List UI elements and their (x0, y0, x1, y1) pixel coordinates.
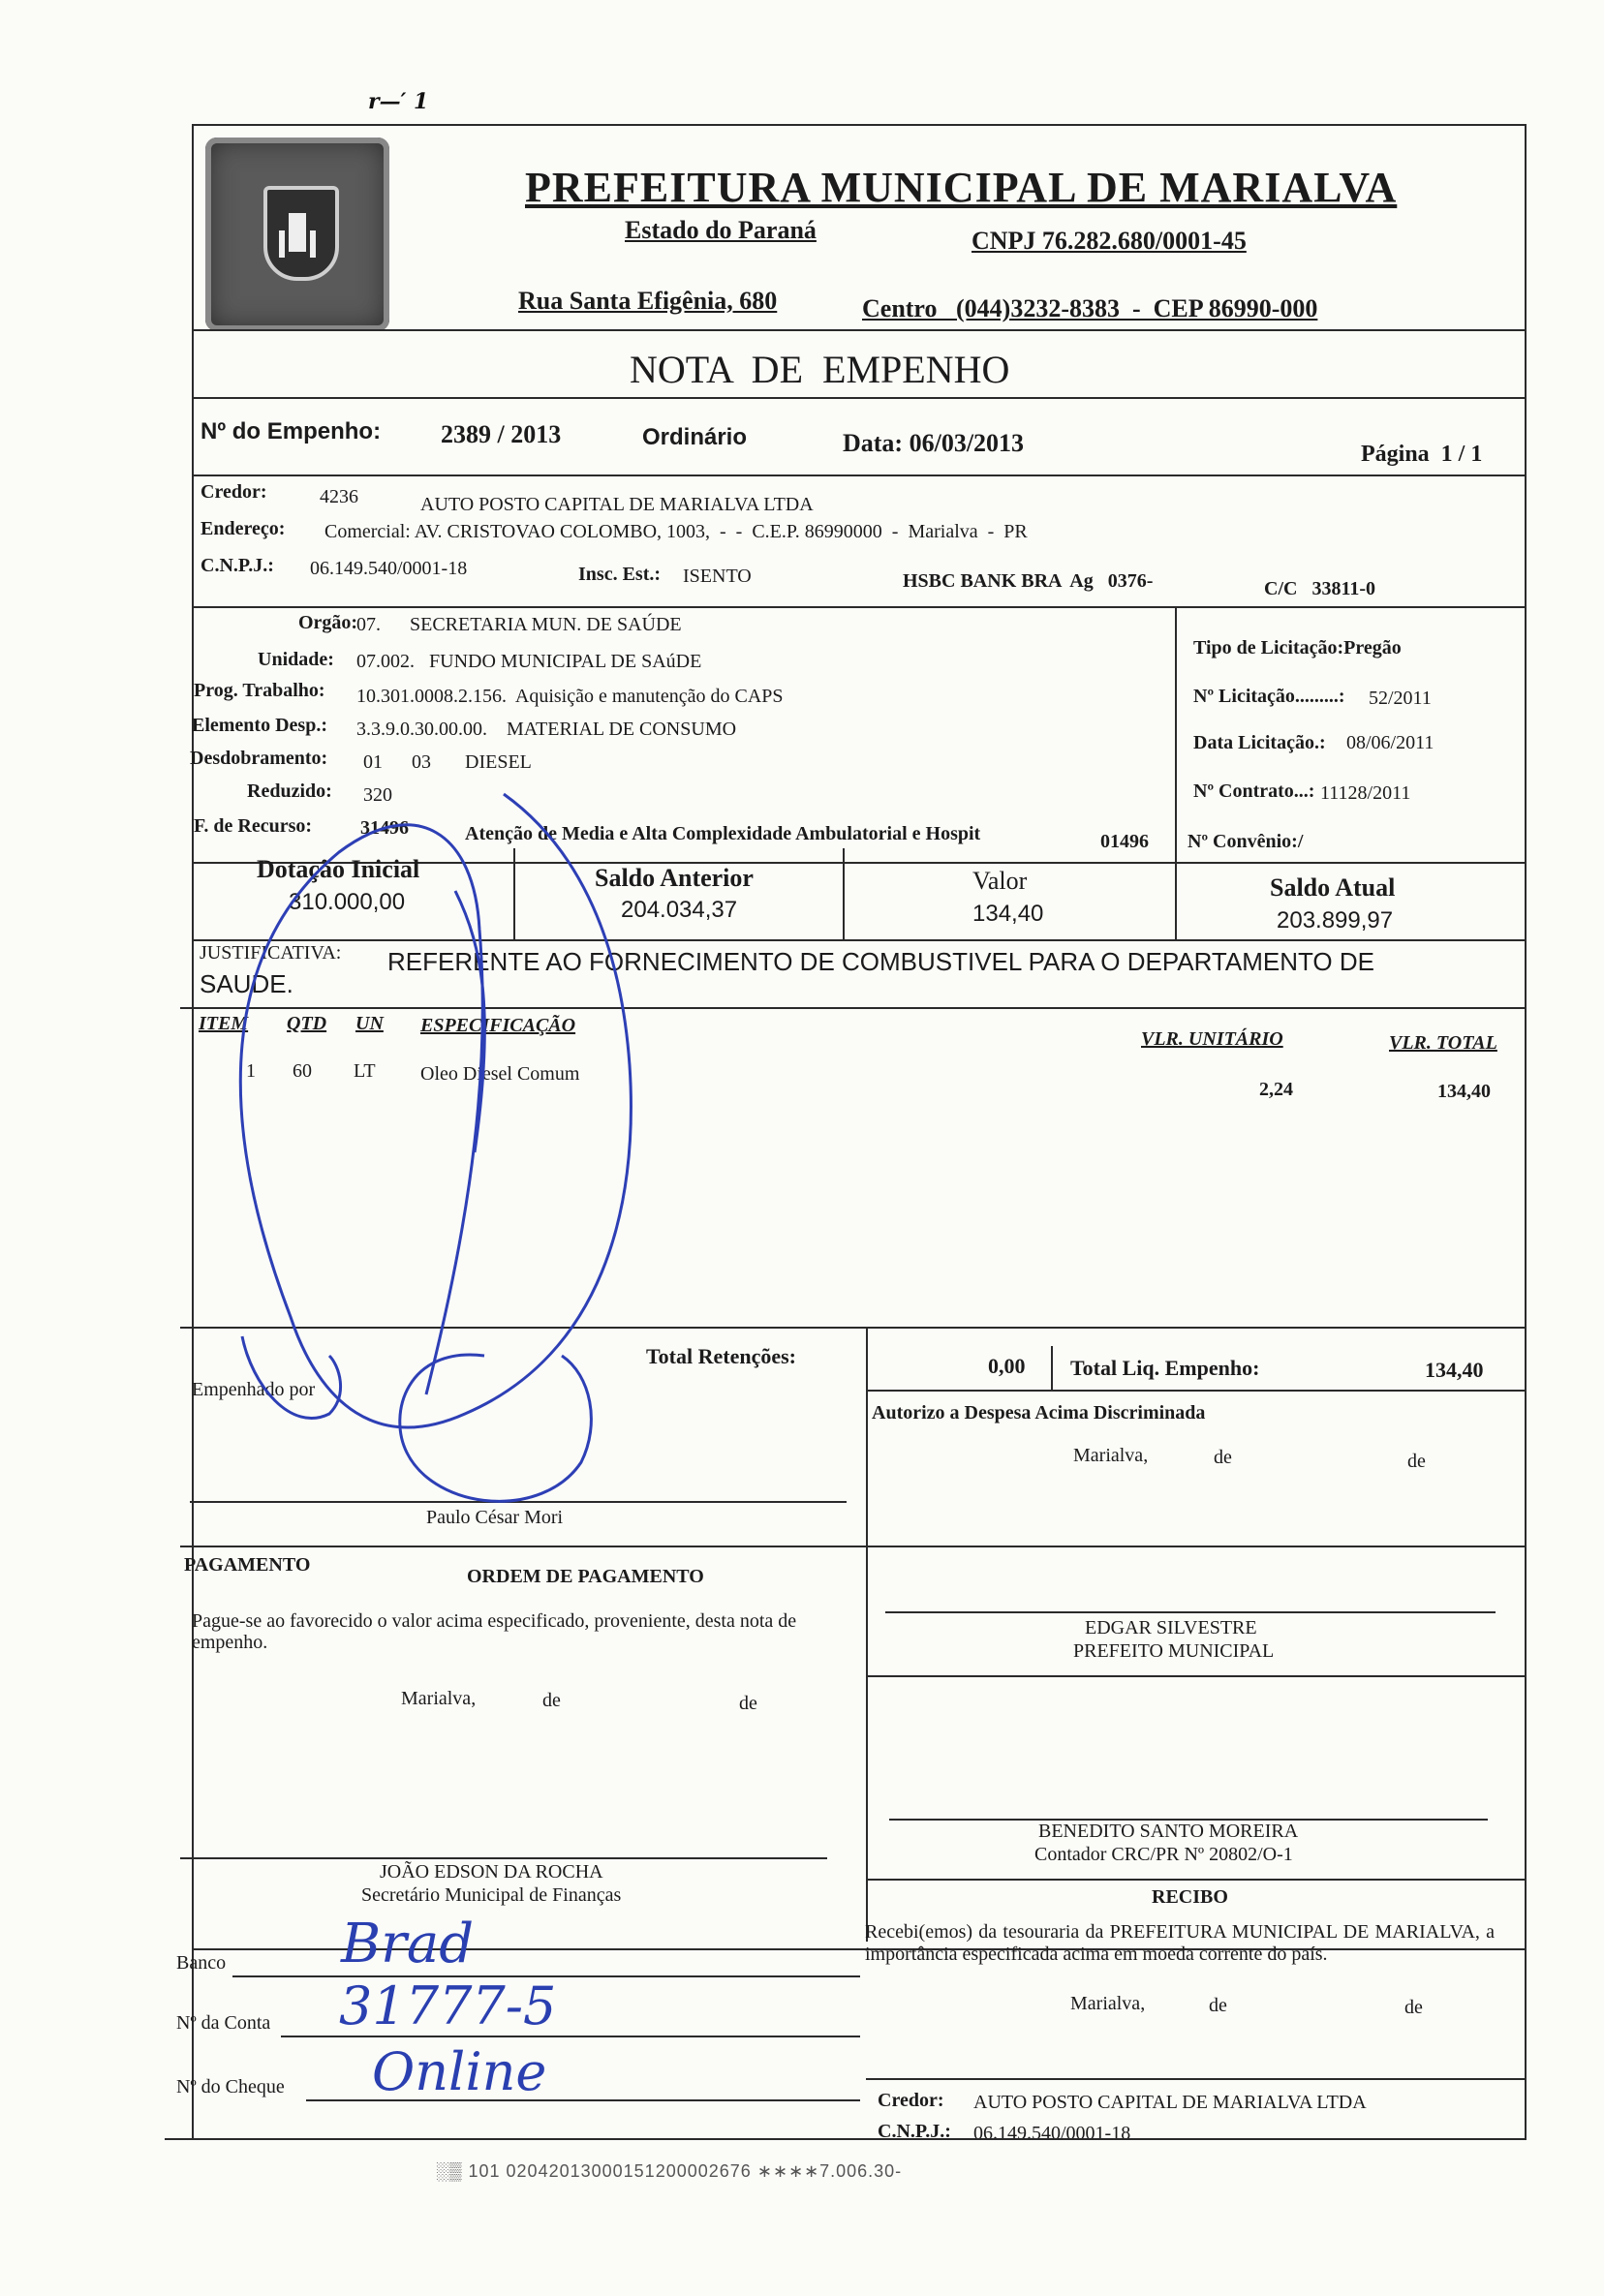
recurso-label: F. de Recurso: (194, 815, 313, 837)
top-mark: r—′ 1 (368, 89, 429, 114)
contador-name: BENEDITO SANTO MOREIRA (1038, 1821, 1299, 1842)
document-title: NOTA DE EMPENHO (630, 348, 1010, 391)
empenho-date: Data: 06/03/2013 (843, 429, 1025, 457)
justificativa-text-1: REFERENTE AO FORNECIMENTO DE COMBUSTIVEL PARA O DEPARTAMENTO DE (387, 947, 1374, 976)
account-info: C/C 33811-0 (1264, 578, 1375, 599)
payment-de-2: de (739, 1693, 757, 1714)
municipality-title: PREFEITURA MUNICIPAL DE MARIALVA (525, 164, 1398, 211)
prefeito-title: PREFEITO MUNICIPAL (1073, 1640, 1275, 1662)
licitacao-type: Tipo de Licitação:Pregão (1193, 637, 1402, 658)
licitacao-number: 52/2011 (1369, 688, 1432, 709)
credor-code: 4236 (320, 486, 358, 507)
column-divider (1175, 862, 1177, 939)
divider (192, 939, 1527, 941)
payment-city: Marialva, (401, 1688, 477, 1709)
dotacao-label: Dotação Inicial (257, 855, 420, 883)
col-vlr-total: VLR. TOTAL (1389, 1032, 1497, 1054)
col-qtd: QTD (287, 1013, 327, 1034)
prefeito-name: EDGAR SILVESTRE (1085, 1617, 1257, 1638)
desdobramento-label: Desdobramento: (190, 748, 328, 769)
bank-info: HSBC BANK BRA Ag 0376- (903, 570, 1154, 592)
column-divider (866, 1327, 868, 1394)
item-number: 1 (246, 1060, 256, 1082)
signature-line (180, 1857, 827, 1859)
column-divider (1051, 1346, 1053, 1390)
licitacao-number-label: Nº Licitação.........: (1193, 686, 1345, 707)
header-address: Rua Santa Efigênia, 680 (518, 287, 778, 315)
signature-line (885, 1611, 1496, 1613)
saldo-anterior-value: 204.034,37 (621, 897, 738, 923)
saldo-anterior-label: Saldo Anterior (595, 864, 754, 892)
divider (866, 1675, 1527, 1677)
unidade-label: Unidade: (258, 649, 334, 670)
secretario-title: Secretário Municipal de Finanças (361, 1884, 622, 1906)
divider (866, 1390, 1527, 1392)
header-cnpj: CNPJ 76.282.680/0001-45 (972, 227, 1247, 255)
contrato-value: 11128/2011 (1320, 782, 1411, 804)
col-item: ITEM (199, 1013, 249, 1034)
divider (866, 1879, 1527, 1881)
item-spec: Oleo Diesel Comum (420, 1063, 580, 1085)
column-divider (843, 848, 845, 939)
bottom-border (165, 2138, 1527, 2140)
prog-label: Prog. Trabalho: (194, 680, 325, 701)
divider (192, 397, 1527, 399)
autorizo-text: Autorizo a Despesa Acima Discriminada (872, 1402, 1206, 1424)
pagamento-label: PAGAMENTO (184, 1554, 311, 1576)
divider (180, 1007, 1527, 1009)
reduzido-label: Reduzido: (247, 781, 332, 802)
retencoes-value: 0,00 (988, 1354, 1026, 1378)
valor-value: 134,40 (972, 901, 1044, 927)
divider (192, 329, 1527, 331)
recibo-text: Recebi(emos) da tesouraria da PREFEITURA MUNICIPAL DE MARIALVA, a importância especificada acima em moeda corrente do país. (865, 1921, 1495, 1965)
secretario-name: JOÃO EDSON DA ROCHA (380, 1861, 603, 1883)
recibo-credor-label: Credor: (878, 2090, 944, 2111)
recibo-de-2: de (1404, 1997, 1423, 2018)
contador-title: Contador CRC/PR Nº 20802/O-1 (1034, 1844, 1293, 1865)
payment-de-1: de (542, 1690, 561, 1711)
cheque-label: Nº do Cheque (176, 2076, 285, 2097)
recibo-credor-name: AUTO POSTO CAPITAL DE MARIALVA LTDA (973, 2092, 1367, 2113)
page-number: Página 1 / 1 (1361, 442, 1483, 467)
insc-label: Insc. Est.: (578, 564, 662, 585)
orgao-value: 07. SECRETARIA MUN. DE SAÚDE (356, 614, 682, 635)
orgao-label: Orgão: (298, 612, 358, 633)
item-qtd: 60 (293, 1060, 312, 1082)
elemento-label: Elemento Desp.: (192, 715, 327, 736)
col-vlr-unitario: VLR. UNITÁRIO (1141, 1028, 1283, 1050)
credor-label: Credor: (200, 481, 267, 503)
recurso-description: Atenção de Media e Alta Complexidade Ambulatorial e Hospit (465, 823, 981, 844)
column-divider (513, 848, 515, 939)
valor-label: Valor (972, 867, 1028, 895)
unidade-value: 07.002. FUNDO MUNICIPAL DE SAúDE (356, 651, 702, 672)
divider (192, 606, 1527, 608)
municipal-crest (205, 138, 389, 331)
banco-label: Banco (176, 1952, 227, 1974)
credor-name: AUTO POSTO CAPITAL DE MARIALVA LTDA (420, 494, 814, 515)
left-border (192, 124, 194, 2138)
address-label: Endereço: (200, 518, 286, 539)
column-divider (866, 1390, 868, 1942)
insc-value: ISENTO (683, 566, 752, 587)
signature-line (190, 1501, 847, 1503)
recibo-title: RECIBO (1152, 1886, 1228, 1908)
divider (192, 475, 1527, 476)
divider (180, 1327, 1527, 1329)
header-contact: Centro (044)3232-8383 - CEP 86990-000 (862, 294, 1318, 322)
cheque-handwriting: Online (372, 2041, 547, 2102)
barcode-line: ░▒ 101 02042013000151200002676 ∗∗∗∗7.006.30- (436, 2161, 903, 2181)
divider (180, 1546, 1527, 1547)
divider (866, 2078, 1527, 2080)
dotacao-value: 310.000,00 (289, 889, 406, 915)
col-especificacao: ESPECIFICAÇÃO (420, 1015, 576, 1036)
item-un: LT (354, 1060, 376, 1082)
empenho-number-label: Nº do Empenho: (200, 418, 382, 444)
recurso-code: 31496 (360, 817, 409, 839)
autorizo-de-1: de (1214, 1447, 1232, 1468)
column-divider (1175, 606, 1177, 863)
cnpj-label: C.N.P.J.: (200, 555, 274, 576)
col-un: UN (355, 1013, 384, 1034)
recibo-de-1: de (1209, 1995, 1227, 2016)
reduzido-value: 320 (363, 784, 392, 806)
autorizo-city: Marialva, (1073, 1445, 1149, 1466)
item-total-value: 134,40 (1437, 1081, 1491, 1102)
credor-address: Comercial: AV. CRISTOVAO COLOMBO, 1003, - - C.E.P. 86990000 - Marialva - PR (324, 521, 1028, 542)
licitacao-date-label: Data Licitação.: (1193, 732, 1326, 753)
liquido-value: 134,40 (1425, 1358, 1484, 1382)
banco-handwriting: Brad (341, 1913, 475, 1975)
empenho-number: 2389 / 2013 (441, 420, 562, 448)
empenhado-name: Paulo César Mori (426, 1507, 564, 1528)
pagamento-text: Pague-se ao favorecido o valor acima especificado, proveniente, desta nota de empenho. (192, 1610, 797, 1653)
liquido-label: Total Liq. Empenho: (1070, 1356, 1260, 1380)
item-unit-value: 2,24 (1259, 1079, 1293, 1100)
empenho-type: Ordinário (642, 424, 748, 450)
recibo-cnpj-label: C.N.P.J.: (878, 2121, 951, 2142)
empenhado-label: Empenhado por (192, 1379, 316, 1400)
convenio: Nº Convênio:/ (1188, 831, 1304, 852)
recibo-cnpj: 06.149.540/0001-18 (973, 2123, 1131, 2144)
conta-label: Nº da Conta (176, 2012, 271, 2034)
credor-cnpj: 06.149.540/0001-18 (310, 558, 468, 579)
recibo-city: Marialva, (1070, 1993, 1146, 2014)
recurso-code-2: 01496 (1100, 831, 1149, 852)
licitacao-date: 08/06/2011 (1346, 732, 1434, 753)
prog-value: 10.301.0008.2.156. Aquisição e manutenção do CAPS (356, 686, 784, 707)
justificativa-text-2: SAUDE. (200, 969, 293, 998)
ordem-pagamento: ORDEM DE PAGAMENTO (467, 1566, 704, 1587)
contrato-label: Nº Contrato...: (1193, 781, 1315, 802)
saldo-atual-value: 203.899,97 (1277, 907, 1394, 934)
retencoes-label: Total Retenções: (646, 1344, 796, 1368)
autorizo-de-2: de (1407, 1451, 1426, 1472)
justificativa-label: JUSTIFICATIVA: (200, 942, 342, 964)
elemento-value: 3.3.9.0.30.00.00. MATERIAL DE CONSUMO (356, 719, 737, 740)
saldo-atual-label: Saldo Atual (1270, 873, 1396, 902)
state-name: Estado do Paraná (625, 216, 817, 244)
right-border (1525, 124, 1527, 2138)
desdobramento-value: 01 03 DIESEL (363, 751, 532, 773)
conta-handwriting: 31777-5 (339, 1975, 557, 2036)
